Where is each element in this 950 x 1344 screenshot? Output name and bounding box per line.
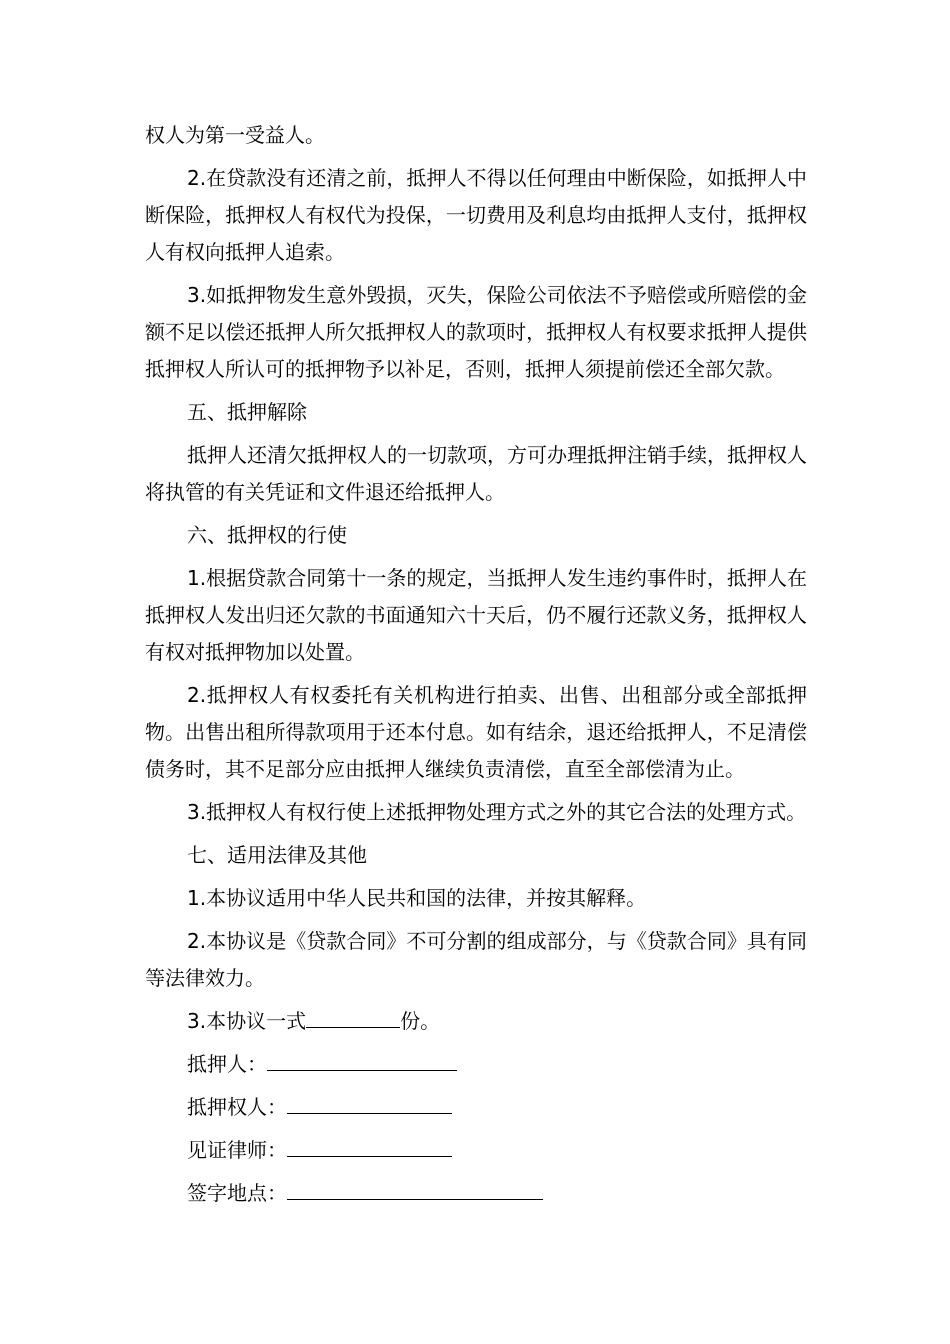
copies-blank[interactable] xyxy=(306,1005,400,1028)
document-body xyxy=(145,117,807,1218)
signing-place-blank[interactable] xyxy=(287,1177,543,1200)
copies-prefix: 3.本协议一式 xyxy=(187,1009,307,1033)
mortgagor-label: 抵押人： xyxy=(187,1052,267,1076)
signing-place-label: 签字地点： xyxy=(187,1181,287,1205)
paragraph-damage-loss: 3.如抵押物发生意外毁损，灭失，保险公司依法不予赔偿或所赔偿的金额不足以偿还抵押人所欠抵押权人的款项时，抵押权人有权要求抵押人提供抵押权人所认可的抵押物予以补足，否则，抵押人须提前偿还全部欠款。 xyxy=(145,283,807,381)
signature-mortgagee xyxy=(187,1089,807,1126)
signature-signing-place xyxy=(187,1175,807,1212)
mortgagee-label: 抵押权人： xyxy=(187,1095,287,1119)
witness-lawyer-label: 见证律师： xyxy=(187,1138,287,1162)
witness-lawyer-blank[interactable] xyxy=(287,1134,452,1157)
signature-witness-lawyer xyxy=(187,1132,807,1169)
heading-section-7: 七、适用法律及其他 xyxy=(187,843,367,867)
mortgagee-blank[interactable] xyxy=(287,1091,452,1114)
paragraph-insurance-interruption: 2.在贷款没有还清之前，抵押人不得以任何理由中断保险，如抵押人中断保险，抵押权人有权代为投保，一切费用及利息均由抵押人支付，抵押权人有权向抵押人追索。 xyxy=(145,166,807,264)
paragraph-exercise-1: 1.根据贷款合同第十一条的规定，当抵押人发生违约事件时，抵押人在抵押权人发出归还欠款的书面通知六十天后，仍不履行还款义务，抵押权人有权对抵押物加以处置。 xyxy=(145,566,807,664)
copies-suffix: 份。 xyxy=(400,1009,441,1033)
paragraph-release: 抵押人还清欠抵押权人的一切款项，方可办理抵押注销手续，抵押权人将执管的有关凭证和文件退还给抵押人。 xyxy=(145,443,807,504)
signature-mortgagor xyxy=(187,1046,807,1083)
paragraph-beneficiary: 权人为第一受益人。 xyxy=(145,123,325,147)
paragraph-exercise-3: 3.抵押权人有权行使上述抵押物处理方式之外的其它合法的处理方式。 xyxy=(187,800,807,824)
paragraph-law-2: 2.本协议是《贷款合同》不可分割的组成部分，与《贷款合同》具有同等法律效力。 xyxy=(145,929,807,990)
paragraph-law-1: 1.本协议适用中华人民共和国的法律，并按其解释。 xyxy=(187,886,647,910)
paragraph-exercise-2: 2.抵押权人有权委托有关机构进行拍卖、出售、出租部分或全部抵押物。出售出租所得款项用于还本付息。如有结余，退还给抵押人，不足清偿债务时，其不足部分应由抵押人继续负责清偿，直至全部偿清为止。 xyxy=(145,683,807,781)
copies-line xyxy=(187,1003,807,1040)
heading-section-6: 六、抵押权的行使 xyxy=(187,523,347,547)
heading-section-5: 五、抵押解除 xyxy=(187,400,307,424)
mortgagor-blank[interactable] xyxy=(267,1048,457,1071)
